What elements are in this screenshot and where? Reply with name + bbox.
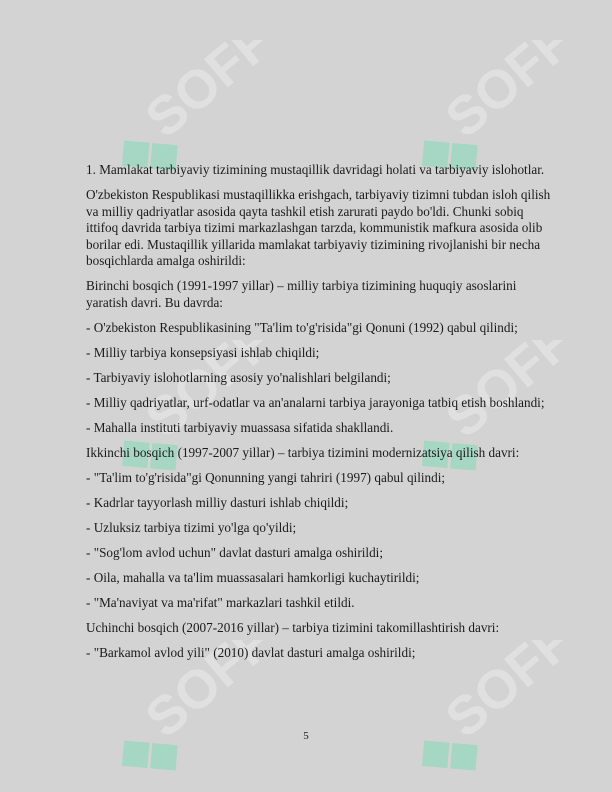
soff-logo-icon (78, 40, 268, 180)
list-item: - "Sog'lom avlod uchun" davlat dasturi amalga oshirildi; (86, 544, 383, 560)
soff-watermark (378, 40, 568, 180)
stage-one-heading: Birinchi bosqich (1991-1997 yillar) – milliy tarbiya tizimining huquqiy asoslarini yaratish davri. Bu davrda: (86, 278, 517, 310)
watermark-text: SOFF (434, 640, 568, 750)
stage-three-heading: Uchinchi bosqich (2007-2016 yillar) – tarbiya tizimini takomillashtirish davri: (86, 619, 500, 635)
watermark-text: SOFF (134, 40, 268, 150)
soff-logo-icon (378, 40, 568, 180)
intro-paragraph: O'zbekiston Respublikasi mustaqillikka erishgach, tarbiyaviy tizimni tubdan isloh qilish va milliy qadriyatlar asosida qayta tashkil etish zarurati paydo bo'ldi. Chunki sobiq ittifoq davrida tarbiya tizimi markazlashgan tarzda, kommunistik mafkura asosida olib borilar edi. Mustaqillik yillarida mamlakat tarbiyaviy tizimining rivojlanishi bir necha bosqichlarda amalga oshirildi: (86, 187, 551, 268)
watermark-text: SOFF (134, 340, 268, 450)
watermark-text: SOFF (434, 40, 568, 150)
watermark-text: SOFF (434, 340, 568, 450)
stage-two-heading: Ikkinchi bosqich (1997-2007 yillar) – tarbiya tizimini modernizatsiya qilish davri: (86, 444, 520, 460)
watermark-text: SOFF (134, 640, 268, 750)
list-item: - "Ma'naviyat va ma'rifat" markazlari tashkil etildi. (86, 594, 355, 610)
document-body (86, 162, 552, 670)
section-heading: 1. Mamlakat tarbiyaviy tizimining mustaqillik davridagi holati va tarbiyaviy islohotlar. (86, 162, 545, 177)
list-item: - "Barkamol avlod yili" (2010) davlat dasturi amalga oshirildi; (86, 644, 416, 660)
soff-watermark (78, 40, 268, 180)
list-item: - "Ta'lim to'g'risida"gi Qonunning yangi tahriri (1997) qabul qilindi; (86, 469, 446, 485)
list-item: - Tarbiyaviy islohotlarning asosiy yo'nalishlari belgilandi; (86, 369, 391, 385)
list-item: - O'zbekiston Respublikasining "Ta'lim to'g'risida"gi Qonuni (1992) qabul qilindi; (86, 319, 518, 335)
list-item: - Milliy tarbiya konsepsiyasi ishlab chiqildi; (86, 344, 320, 360)
list-item: - Oila, mahalla va ta'lim muassasalari hamkorligi kuchaytirildi; (86, 569, 420, 585)
list-item: - Milliy qadriyatlar, urf-odatlar va an'analarni tarbiya jarayoniga tatbiq etish boshlandi; (86, 394, 545, 410)
list-item: - Kadrlar tayyorlash milliy dasturi ishlab chiqildi; (86, 494, 349, 510)
list-item: - Mahalla instituti tarbiyaviy muassasa sifatida shakllandi. (86, 419, 394, 435)
page-number: 5 (303, 730, 309, 742)
list-item: - Uzluksiz tarbiya tizimi yo'lga qo'yildi; (86, 519, 297, 535)
